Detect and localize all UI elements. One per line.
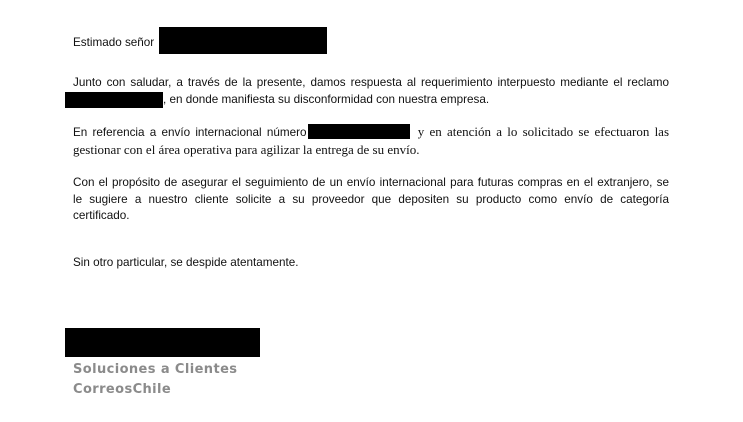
paragraph-proposito-line2: le sugiere a nuestro cliente solicite a su proveedor que depositen su producto como envío de categoría <box>73 192 669 206</box>
salutation-text: Estimado señor <box>73 35 155 49</box>
redaction-recipient-name <box>159 27 327 54</box>
paragraph-proposito-line3: certificado. <box>73 209 130 222</box>
redaction-claim-number <box>65 92 163 108</box>
paragraph-envio-line1 <box>73 123 669 141</box>
closing-line: Sin otro particular, se despide atentamente. <box>73 255 299 269</box>
paragraph-reclamo-line2 <box>73 91 669 108</box>
signature-block <box>73 360 669 400</box>
paragraph-envio-lead: En referencia a envío internacional número <box>73 126 307 139</box>
signature-company: CorreosChile <box>73 381 172 397</box>
paragraph-reclamo-line2-text: , en donde manifiesta su disconformidad con nuestra empresa. <box>163 92 490 106</box>
paragraph-reclamo <box>73 75 669 108</box>
salutation-line <box>73 27 669 54</box>
paragraph-proposito <box>73 175 669 225</box>
paragraph-envio-tail: y en atención a lo solicitado se efectuaron las <box>417 124 670 139</box>
letter-content <box>73 0 669 400</box>
redaction-signer-name <box>65 328 260 357</box>
signature-team: Soluciones a Clientes <box>73 361 238 377</box>
paragraph-proposito-line1: Con el propósito de asegurar el seguimiento de un envío internacional para futuras compras en el extranjero, se <box>73 176 669 189</box>
redaction-tracking-number <box>308 124 410 139</box>
paragraph-envio-line2: gestionar con el área operativa para agilizar la entrega de su envío. <box>73 142 420 157</box>
paragraph-envio <box>73 123 669 158</box>
paragraph-reclamo-line1: Junto con saludar, a través de la presente, damos respuesta al requerimiento interpuesto mediante el reclamo <box>73 76 669 89</box>
